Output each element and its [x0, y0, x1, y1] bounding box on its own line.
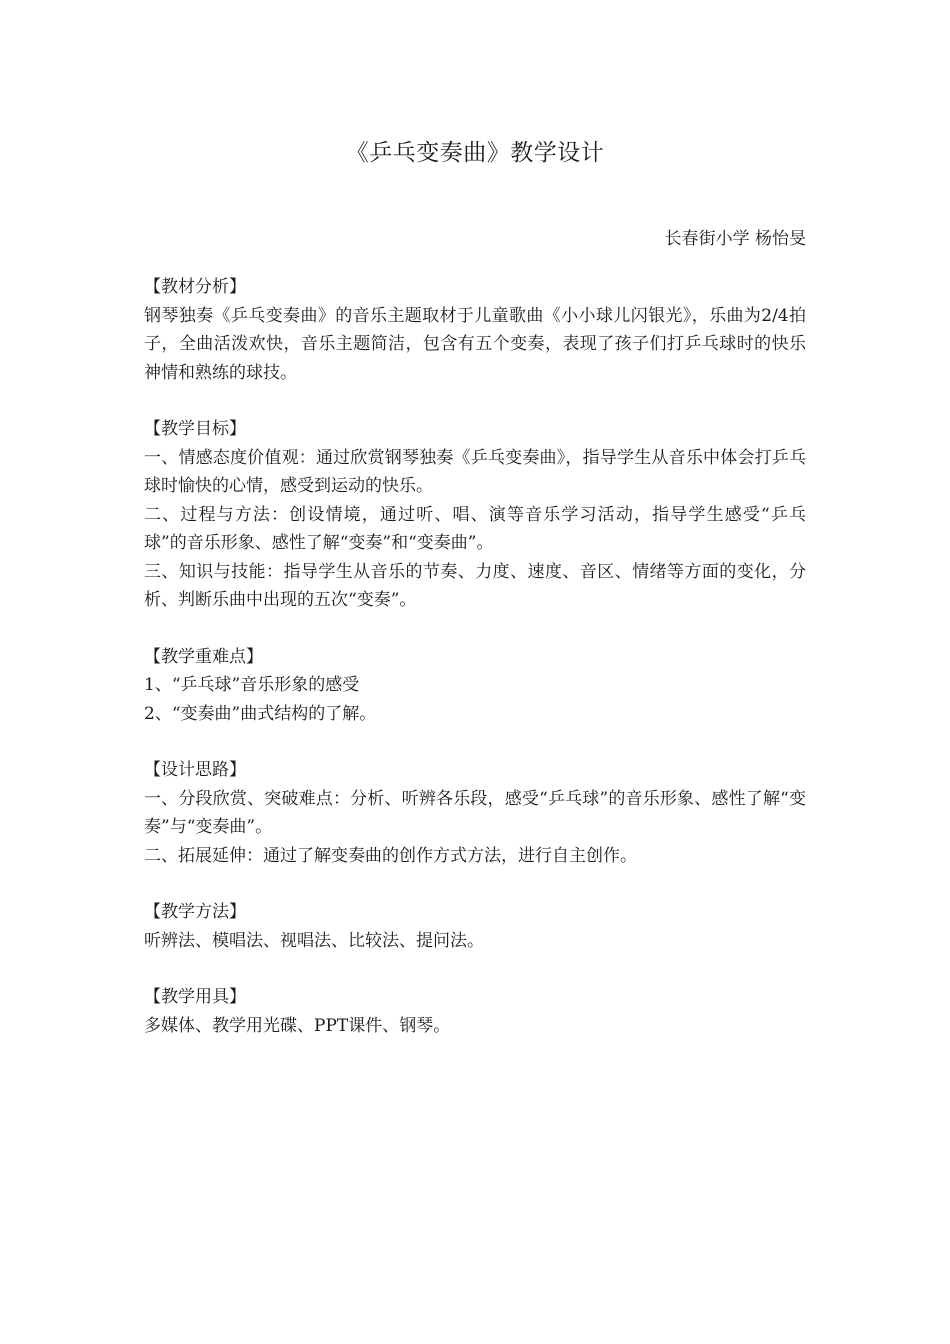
section-teaching-tools — [144, 983, 806, 1040]
section-heading: 【设计思路】 — [144, 760, 246, 780]
section-heading: 【教学目标】 — [144, 419, 246, 439]
section-heading: 【教学重难点】 — [144, 646, 263, 667]
section-teaching-methods — [144, 898, 806, 955]
section-key-difficulties — [144, 643, 806, 729]
section-paragraph: 二、过程与方法：创设情境，通过听、唱、演等音乐学习活动，指导学生感受“乒乓球”的音乐形象、感性了解“变奏”和“变奏曲”。 — [144, 504, 806, 553]
section-paragraph: 二、拓展延伸：通过了解变奏曲的创作方式方法，进行自主创作。 — [144, 845, 637, 866]
section-paragraph: 1、“乒乓球”音乐形象的感受 — [144, 675, 360, 695]
section-paragraph: 钢琴独奏《乒乓变奏曲》的音乐主题取材于儿童歌曲《小小球儿闪银光》，乐曲为2/4拍子，全曲活泼欢快，音乐主题简洁，包含有五个变奏，表现了孩子们打乒乓球时的快乐神情和熟练的球技。 — [144, 305, 806, 383]
section-paragraph: 三、知识与技能：指导学生从音乐的节奏、力度、速度、音区、情绪等方面的变化，分析、判断乐曲中出现的五次“变奏”。 — [144, 561, 806, 610]
section-paragraph: 听辨法、模唱法、视唱法、比较法、提问法。 — [144, 930, 484, 951]
section-heading: 【教材分析】 — [144, 277, 246, 297]
document-body — [144, 273, 806, 1068]
document-author: 长春街小学 杨怡旻 — [664, 229, 806, 249]
section-design-ideas — [144, 756, 806, 870]
section-textbook-analysis — [144, 273, 806, 387]
section-heading: 【教学用具】 — [144, 987, 246, 1007]
document-title: 《乒乓变奏曲》教学设计 — [345, 140, 605, 166]
section-paragraph: 一、情感态度价值观：通过欣赏钢琴独奏《乒乓变奏曲》，指导学生从音乐中体会打乒乓球时愉快的心情，感受到运动的快乐。 — [144, 447, 806, 496]
section-heading: 【教学方法】 — [144, 902, 246, 922]
section-paragraph: 一、分段欣赏、突破难点：分析、听辨各乐段，感受“乒乓球”的音乐形象、感性了解“变奏”与“变奏曲”。 — [144, 788, 806, 837]
section-paragraph: 多媒体、教学用光碟、PPT课件、钢琴。 — [144, 1015, 451, 1036]
section-teaching-goals — [144, 415, 806, 615]
section-paragraph: 2、“变奏曲”曲式结构的了解。 — [144, 703, 377, 724]
